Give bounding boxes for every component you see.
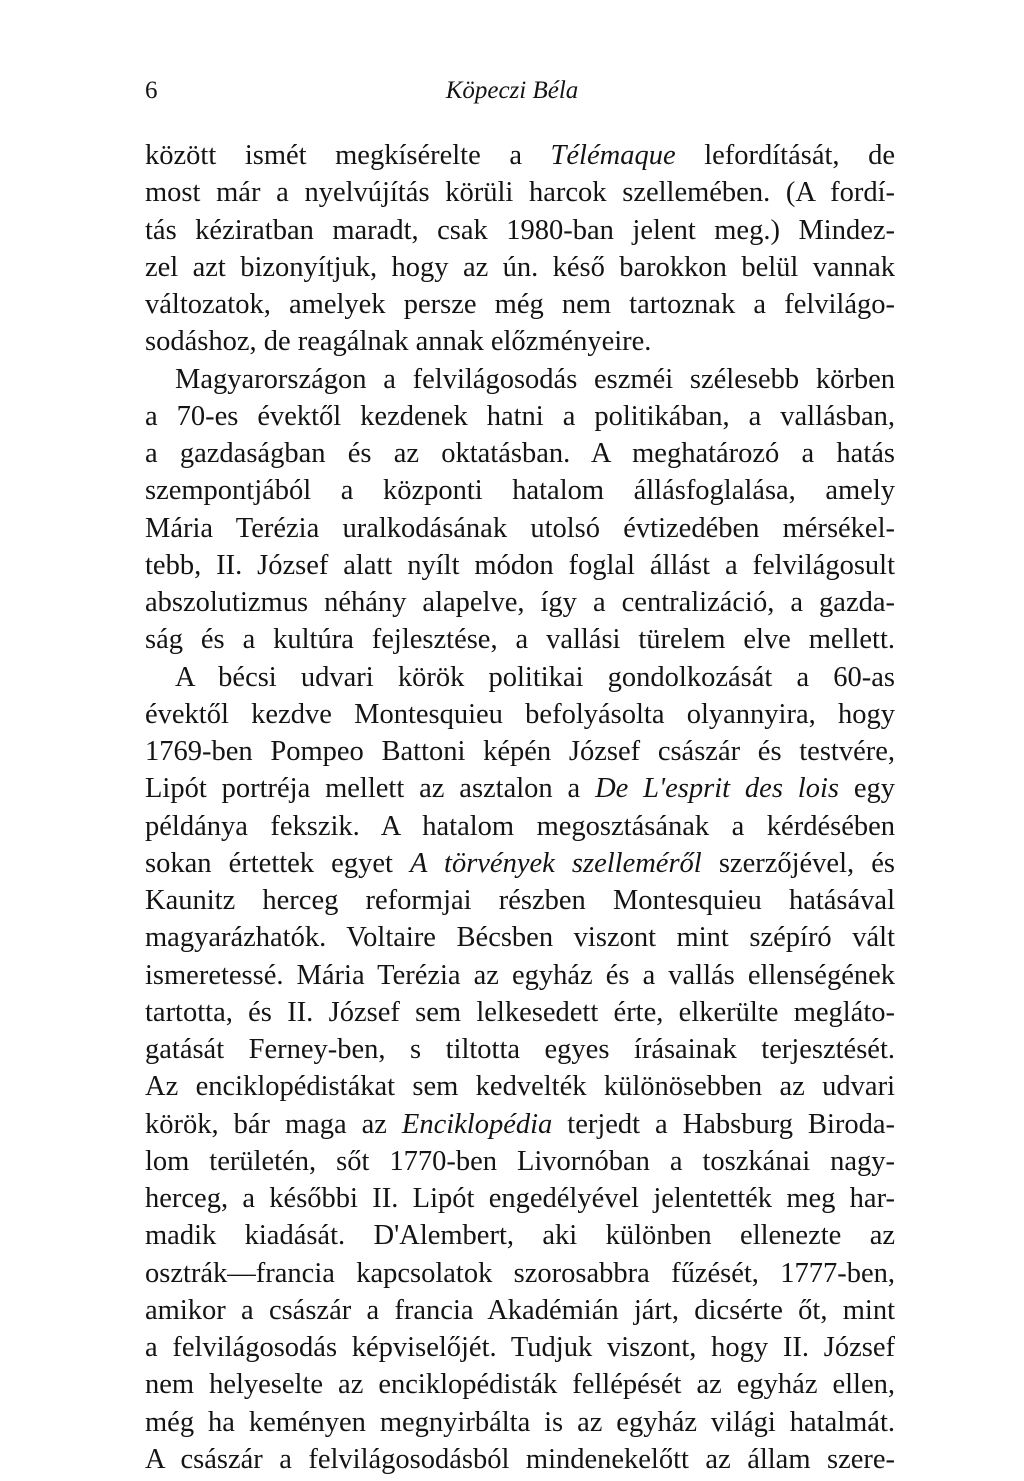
text-line (145, 621, 895, 658)
text-run: Mária Terézia uralkodásának utolsó évtizedében mérsékel- (145, 512, 895, 544)
text-run: Kaunitz herceg reformjai részben Montesquieu hatásával (145, 885, 895, 916)
italic-title: Enciklopédia (401, 1108, 553, 1140)
text-line (145, 957, 895, 994)
text-line (145, 212, 895, 249)
text-run: Magyarországon a felvilágosodás eszméi szélesebb körben (175, 363, 895, 395)
text-line (145, 547, 895, 584)
text-run: osztrák—francia kapcsolatok szorosabbra fűzését, 1777-ben, (145, 1257, 895, 1289)
text-run: egy (838, 773, 895, 805)
text-run: sokan értettek egyet (145, 847, 411, 879)
running-head: Köpeczi Béla (445, 77, 579, 104)
text-line (145, 770, 895, 807)
text-line (145, 1217, 895, 1254)
italic-title: Télémaque (550, 140, 676, 171)
text-line (145, 696, 895, 733)
text-run: szempontjából a központi hatalom állásfoglalása, amely (145, 475, 895, 507)
text-line (145, 137, 895, 174)
text-run: terjedt a Habsburg Biroda- (552, 1108, 895, 1140)
text-run: A bécsi udvari körök politikai gondolkozását a 60-as (175, 661, 895, 693)
text-line (145, 1404, 895, 1441)
text-line (145, 882, 895, 919)
text-run: a 70-es évektől kezdenek hatni a politikában, a vallásban, (145, 400, 895, 432)
text-line (145, 1366, 895, 1403)
text-line (145, 361, 895, 398)
text-run: gatását Ferney-ben, s tiltotta egyes írásainak terjesztését. (145, 1034, 895, 1065)
text-run: évektől kezdve Montesquieu befolyásolta olyannyira, hogy (145, 698, 895, 730)
text-run: között ismét megkísérelte a (145, 140, 551, 171)
text-run: a felvilágosodás képviselőjét. Tudjuk viszont, hogy II. József (145, 1332, 895, 1363)
text-line (145, 845, 895, 882)
text-line (145, 584, 895, 621)
text-line (145, 174, 895, 211)
text-run: tebb, II. József alatt nyílt módon foglal állást a felvilágosult (145, 549, 895, 581)
text-line (145, 1180, 895, 1217)
text-run: nem helyeselte az enciklopédisták fellépését az egyház ellen, (145, 1369, 895, 1401)
text-line (145, 1031, 895, 1068)
text-run: lefordítását, de (675, 140, 895, 171)
text-line (145, 510, 895, 547)
body-text (145, 137, 895, 1478)
text-run: madik kiadását. D'Alembert, aki különben ellenezte az (145, 1220, 895, 1252)
text-run: szerzőjével, és (701, 847, 895, 879)
text-run: ság és a kultúra fejlesztése, a vallási türelem elve mellett. (145, 624, 895, 656)
page-number: 6 (145, 77, 158, 104)
italic-title: De L'esprit des lois (595, 773, 839, 805)
text-run: Az enciklopédistákat sem kedvelték különösebben az udvari (145, 1071, 895, 1103)
text-line (145, 286, 895, 323)
text-line (145, 1441, 895, 1478)
text-run: abszolutizmus néhány alapelve, így a centralizáció, a gazda- (145, 587, 895, 618)
text-run: tartotta, és II. József sem lelkesedett érte, elkerülte megláto- (145, 996, 895, 1028)
text-run: magyarázhatók. Voltaire Bécsben viszont mint szépíró vált (145, 922, 895, 954)
text-line (145, 1329, 895, 1366)
text-run: ismeretessé. Mária Terézia az egyház és a vallás ellenségének (145, 959, 895, 991)
text-line (145, 1292, 895, 1329)
text-line (145, 1255, 895, 1292)
text-run: sodáshoz, de reagálnak annak előzményeire. (145, 326, 652, 358)
text-run: változatok, amelyek persze még nem tartoznak a felvilágo- (145, 289, 895, 320)
text-run: A császár a felvilágosodásból mindenekelőtt az állam szere- (145, 1443, 895, 1475)
text-line (145, 435, 895, 472)
text-line (145, 249, 895, 286)
text-run: amikor a császár a francia Akadémián járt, dicsérte őt, mint (145, 1294, 895, 1326)
text-line (145, 1143, 895, 1180)
text-run: herceg, a későbbi II. Lipót engedélyével jelentették meg har- (145, 1183, 895, 1214)
text-line (145, 659, 895, 696)
text-run: a gazdaságban és az oktatásban. A meghatározó a hatás (145, 438, 895, 469)
text-run: most már a nyelvújítás körüli harcok szellemében. (A fordí- (145, 177, 895, 209)
text-line (145, 1106, 895, 1143)
text-line (145, 1068, 895, 1105)
text-line (145, 994, 895, 1031)
text-run: példánya fekszik. A hatalom megosztásának a kérdésében (145, 810, 895, 842)
text-run: körök, bár maga az (145, 1108, 402, 1140)
text-line (145, 733, 895, 770)
text-line (145, 323, 895, 360)
text-line (145, 398, 895, 435)
text-run: lom területén, sőt 1770-ben Livornóban a toszkánai nagy- (145, 1145, 895, 1177)
text-run: 1769-ben Pompeo Battoni képén József császár és testvére, (145, 736, 895, 767)
text-run: Lipót portréja mellett az asztalon a (145, 773, 596, 805)
text-run: tás kéziratban maradt, csak 1980-ban jelent meg.) Mindez- (145, 214, 895, 246)
text-run: zel azt bizonyítjuk, hogy az ún. késő barokkon belül vannak (145, 251, 895, 283)
text-line (145, 472, 895, 509)
text-line (145, 808, 895, 845)
text-run: még ha keményen megnyirbálta is az egyház világi hatalmát. (145, 1406, 895, 1438)
italic-title: A törvények szelleméről (410, 847, 702, 879)
text-line (145, 919, 895, 956)
